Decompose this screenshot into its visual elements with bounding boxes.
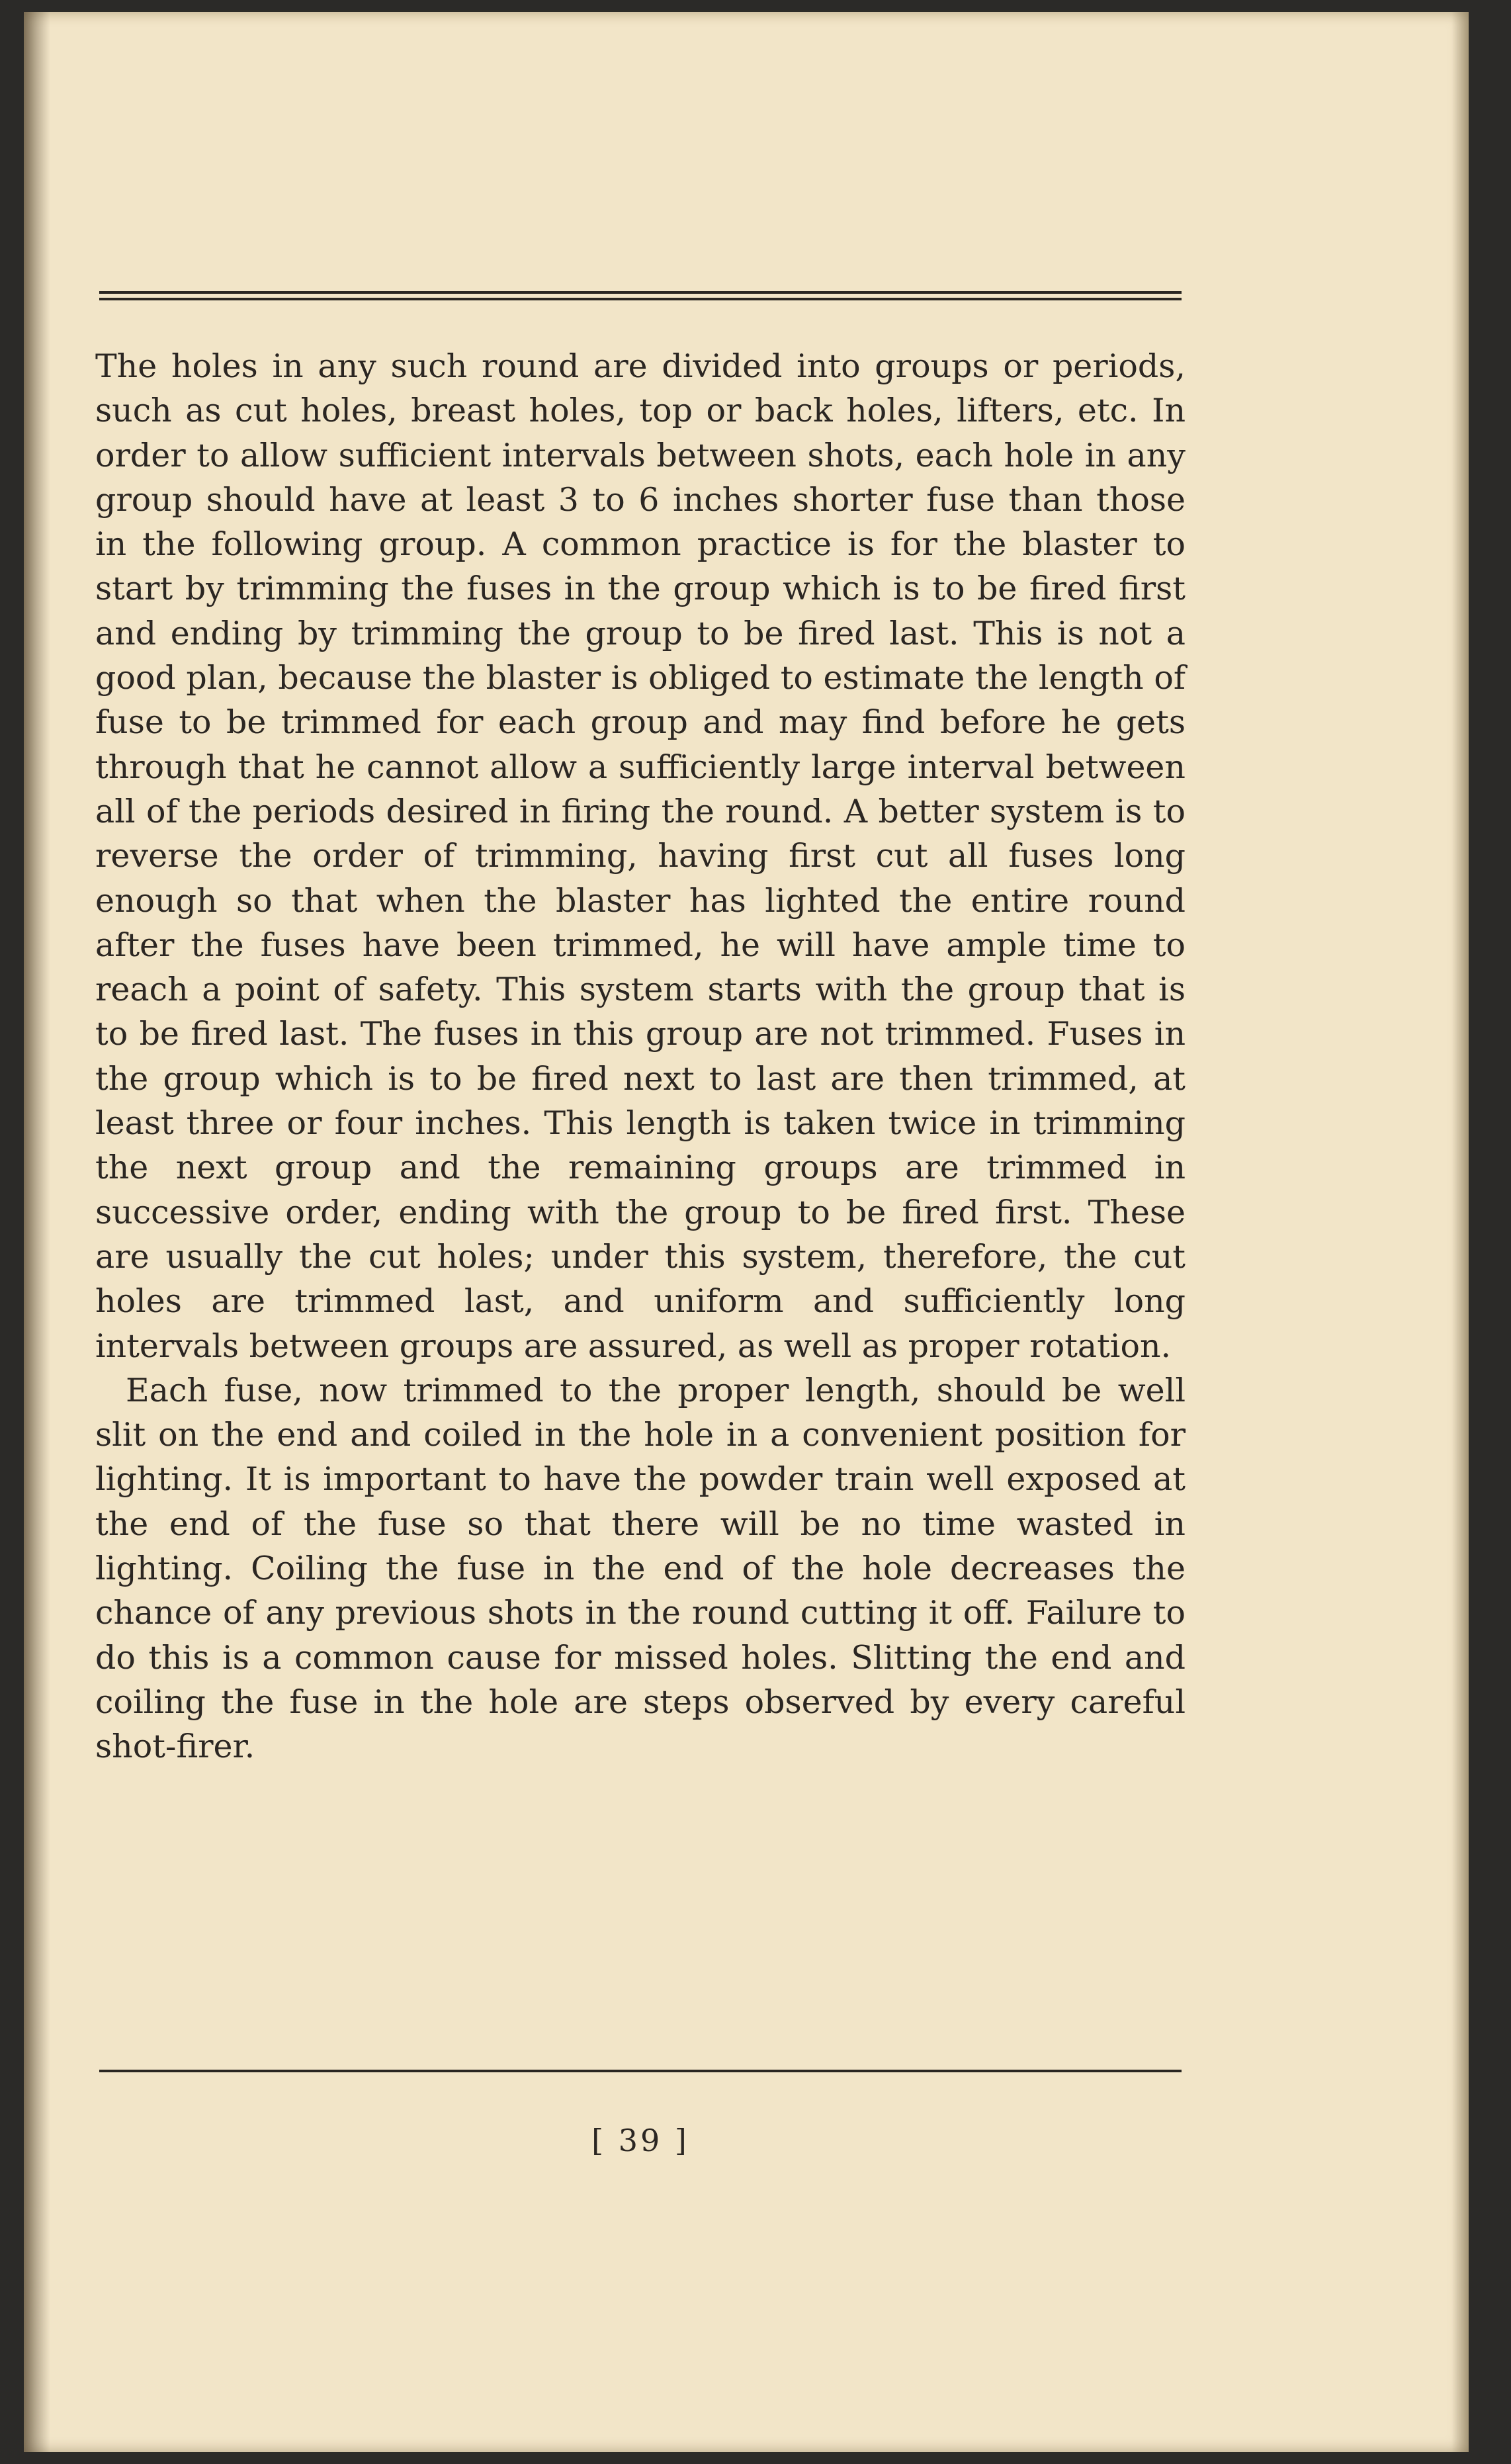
binding-shadow [24,12,50,2452]
page-edge [1451,12,1469,2452]
paragraph-2: Each fuse, now trimmed to the proper length, should be well slit on the end and coiled in the hole in a convenient position for lighting. It is important to have the powder train well exposed at the end of the fuse so that there will be no time wasted in lighting. Coiling the fuse in the end of the hole decreases the chance of any previous shots in the round cutting it off. Failure to do this is a common cause for missed holes. Slitting the end and coiling the fuse in the hole are steps observed by every careful shot-firer. [95,1371,1186,1766]
footer-rule [99,2070,1182,2072]
body-text [95,344,1186,1769]
page-number: [ 39 ] [591,2123,689,2158]
paragraph-1: The holes in any such round are divided into groups or periods, such as cut holes, breast holes, top or back holes, lifters, etc. In order to allow sufficient intervals between shots, each hole in any group should have at least 3 to 6 inches shorter fuse than those in the following group. A common practice is for the blaster to start by trimming the fuses in the group which is to be fired first and ending by trimming the group to be fired last. This is not a good plan, because the blaster is obliged to estimate the length of fuse to be trimmed for each group and may find before he gets through that he cannot allow a sufficiently large interval between all of the periods desired in firing the round. A better system is to reverse the order of trimming, having first cut all fuses long enough so that when the blaster has lighted the entire round after the fuses have been trimmed, he will have ample time to reach a point of safety. This system starts with the group that is to be fired last. The fuses in this group are not trimmed. Fuses in the group which is to be fired next to last are then trimmed, at least three or four inches. This length is taken twice in trimming the next group and the remaining groups are trimmed in successive order, ending with the group to be fired first. These are usually the cut holes; under this system, therefore, the cut holes are trimmed last, and uniform and sufficiently long intervals between groups are assured, as well as proper rotation. [95,347,1186,1365]
header-double-rule [99,291,1182,300]
